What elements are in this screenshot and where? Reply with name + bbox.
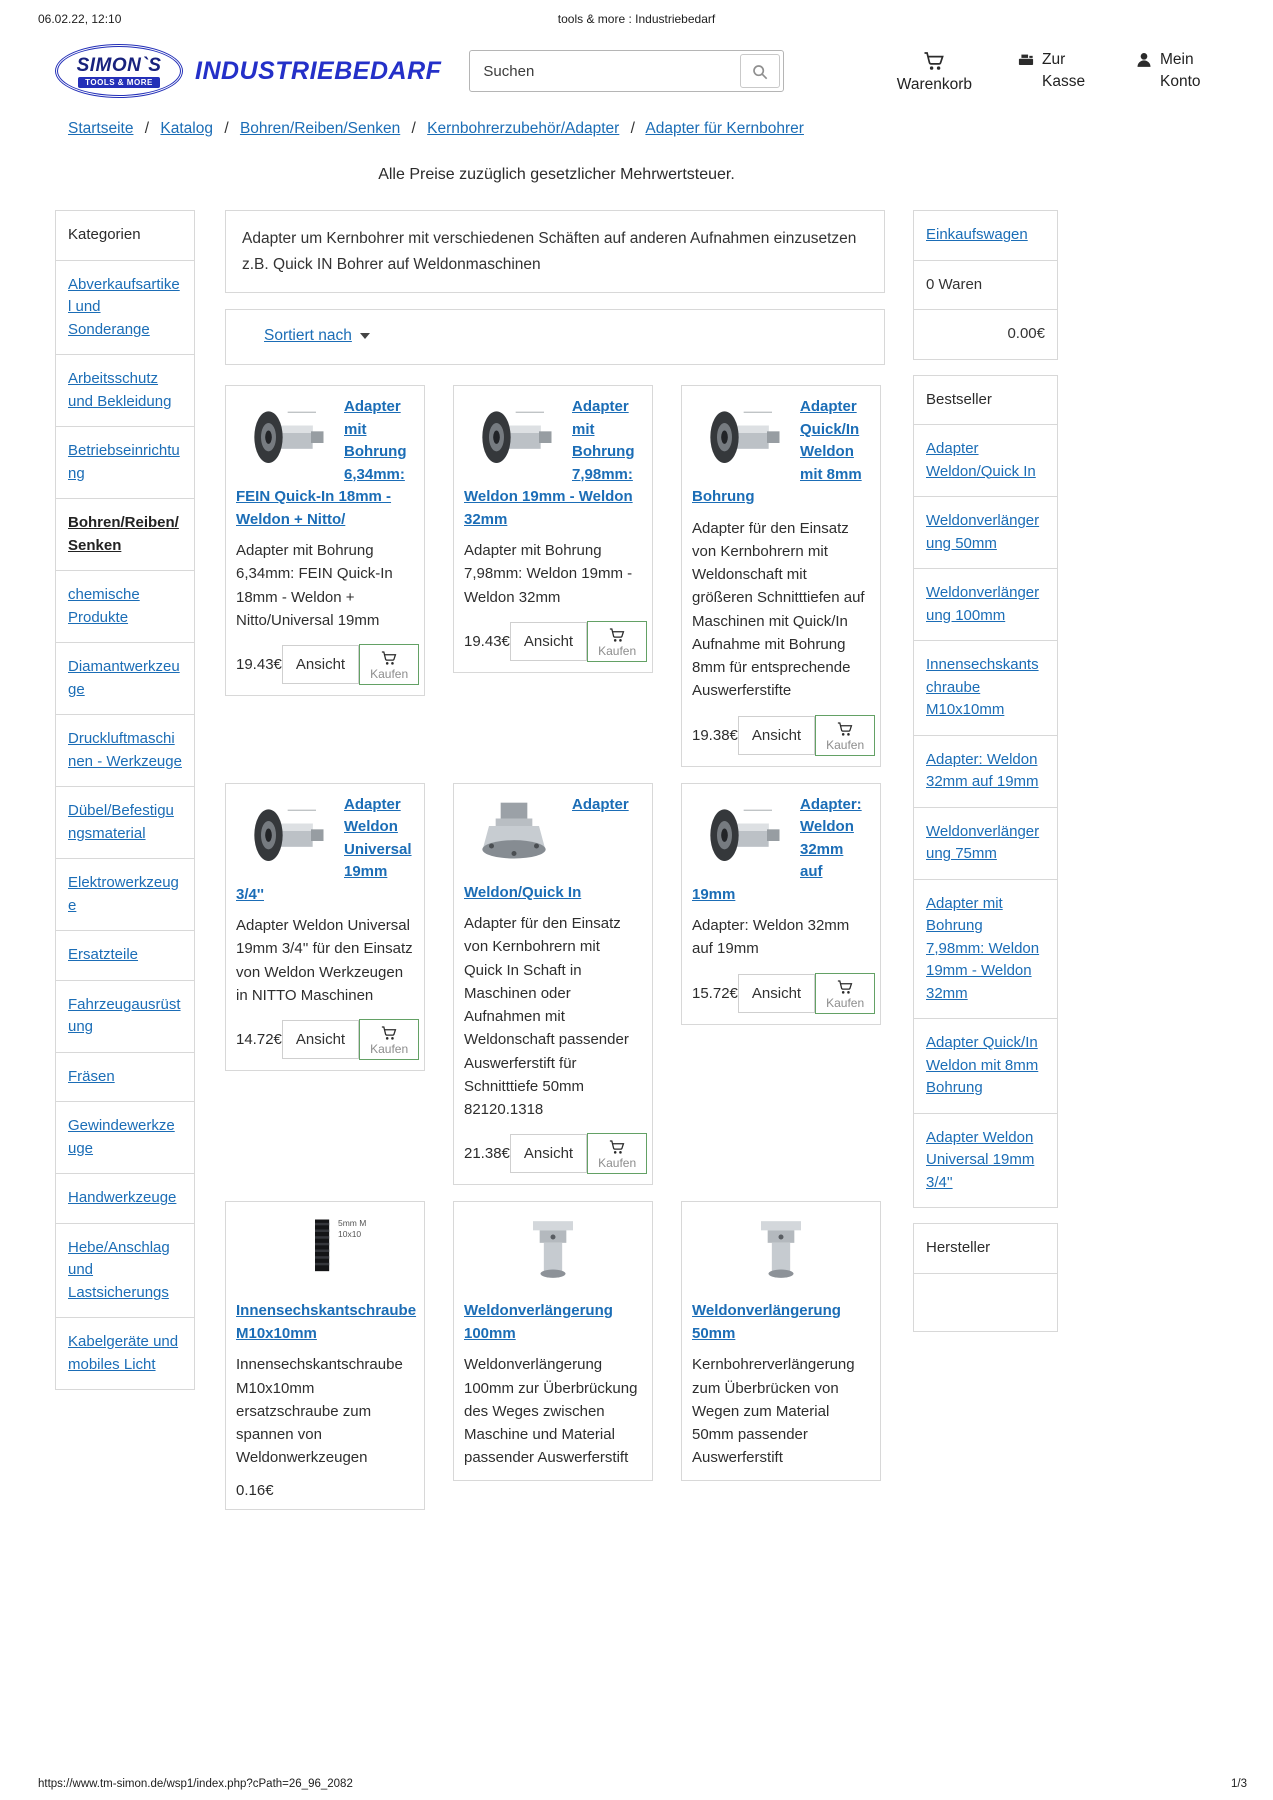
product-image xyxy=(731,1212,831,1292)
product-description: Adapter für den Einsatz von Kernbohrern mit Quick In Schaft in Maschinen oder Aufnahmen mit Weldonschaft passender Auswerferstift für Schnitttiefe 50mm 82120.1318 xyxy=(464,915,629,1119)
sidebar-item-abverkaufsartikel[interactable]: Abverkaufsartikel und Sonderange xyxy=(55,261,195,356)
search-input[interactable] xyxy=(473,54,740,88)
header-actions xyxy=(897,49,1218,94)
product-description: Adapter mit Bohrung 6,34mm: FEIN Quick-In 18mm - Weldon + Nitto/Universal 19mm xyxy=(236,542,393,629)
site-logo[interactable] xyxy=(55,44,441,98)
cart-total: 0.00€ xyxy=(913,310,1058,360)
product-title-link[interactable]: Adapter mit Bohrung 7,98mm: Weldon 19mm - Weldon 32mm xyxy=(464,398,635,528)
sidebar-item-elektrowerkzeuge[interactable]: Elektrowerkzeuge xyxy=(55,859,195,931)
user-icon xyxy=(1134,50,1154,70)
manufacturers-box xyxy=(913,1223,1058,1332)
bestseller-item[interactable]: Adapter Quick/In Weldon mit 8mm Bohrung xyxy=(913,1019,1058,1114)
view-button[interactable]: Ansicht xyxy=(738,716,815,755)
breadcrumb-separator: / xyxy=(144,120,150,137)
bestseller-box xyxy=(913,375,1058,1209)
sidebar-item-betriebseinrichtung[interactable]: Betriebseinrichtung xyxy=(55,427,195,499)
view-button[interactable]: Ansicht xyxy=(738,974,815,1013)
bestseller-item[interactable]: Innensechskantschraube M10x10mm xyxy=(913,641,1058,736)
print-url: https://www.tm-simon.de/wsp1/index.php?cPath=26_96_2082 xyxy=(38,1778,353,1790)
buy-button-label: Kaufen xyxy=(370,667,409,682)
breadcrumb-separator: / xyxy=(224,120,229,137)
sidebar-item-diamantwerkzeuge[interactable]: Diamantwerkzeuge xyxy=(55,643,195,715)
product-description: Adapter mit Bohrung 7,98mm: Weldon 19mm - Weldon 32mm xyxy=(464,542,633,606)
product-title-link[interactable]: Adapter Weldon Universal 19mm 3/4'' xyxy=(236,795,412,903)
account-label: Mein Konto xyxy=(1160,50,1201,90)
sidebar-item-fahrzeugausruestung[interactable]: Fahrzeugausrüstung xyxy=(55,981,195,1053)
sidebar-item-handwerkzeuge[interactable]: Handwerkzeuge xyxy=(55,1174,195,1224)
product-title-link[interactable]: Adapter mit Bohrung 6,34mm: FEIN Quick-In 18mm - Weldon + Nitto/ xyxy=(236,398,407,528)
product-price: 19.38€ xyxy=(692,726,738,744)
product-description: Adapter Weldon Universal 19mm 3/4'' für den Einsatz von Weldon Werkzeugen in NITTO Maschinen xyxy=(236,917,413,1004)
product-price: 19.43€ xyxy=(236,656,282,674)
product-price: 15.72€ xyxy=(692,984,738,1002)
breadcrumb-separator: / xyxy=(411,120,416,137)
buy-button[interactable] xyxy=(359,1019,419,1060)
product-price: 0.16€ xyxy=(236,1481,274,1499)
breadcrumb-link-kernbohrerzubehoer[interactable]: Kernbohrerzubehör/Adapter xyxy=(427,120,620,137)
cart-item-count: 0 Waren xyxy=(913,261,1058,311)
bestseller-item[interactable]: Adapter mit Bohrung 7,98mm: Weldon 19mm - Weldon 32mm xyxy=(913,880,1058,1020)
product-image xyxy=(503,1212,603,1292)
product-card xyxy=(225,385,425,696)
logo-oval xyxy=(55,44,183,98)
buy-button[interactable] xyxy=(587,1133,647,1174)
print-page-number: 1/3 xyxy=(1231,1778,1247,1790)
bestseller-item[interactable]: Weldonverlängerung 75mm xyxy=(913,808,1058,880)
product-price: 19.43€ xyxy=(464,632,510,650)
sidebar-item-bohren-reiben-senken[interactable]: Bohren/Reiben/Senken xyxy=(55,499,195,571)
logo-tagline: TOOLS & MORE xyxy=(78,77,160,88)
product-price: 21.38€ xyxy=(464,1145,510,1163)
breadcrumb-link-startseite[interactable]: Startseite xyxy=(68,120,134,137)
sidebar-item-kabelgeraete[interactable]: Kabelgeräte und mobiles Licht xyxy=(55,1318,195,1390)
product-image-wrap xyxy=(270,1212,380,1292)
product-description: Kernbohrerverlängerung zum Überbrücken von Wegen zum Material 50mm passender Auswerferstift xyxy=(692,1356,855,1467)
cart-icon xyxy=(379,649,399,667)
brand-name: INDUSTRIEBEDARF xyxy=(195,56,442,85)
product-card xyxy=(681,783,881,1025)
product-description: Adapter: Weldon 32mm auf 19mm xyxy=(692,917,850,958)
view-button[interactable]: Ansicht xyxy=(510,1134,587,1173)
product-image xyxy=(692,796,792,876)
breadcrumb-link-katalog[interactable]: Katalog xyxy=(160,120,213,137)
bestseller-item[interactable]: Adapter Weldon Universal 19mm 3/4'' xyxy=(913,1114,1058,1209)
breadcrumb-link-adapter[interactable]: Adapter für Kernbohrer xyxy=(645,120,804,137)
sidebar-item-druckluftmaschinen[interactable]: Druckluftmaschinen - Werkzeuge xyxy=(55,715,195,787)
cart-icon xyxy=(607,1138,627,1156)
logo-name: SIMON`S xyxy=(76,54,162,76)
sidebar-item-duebel-befestigung[interactable]: Dübel/Befestigungsmaterial xyxy=(55,787,195,859)
checkout-button[interactable] xyxy=(1016,49,1090,94)
product-card xyxy=(453,783,653,1186)
product-description: Innensechskantschraube M10x10mm ersatzschraube zum spannen von Weldonwerkzeugen xyxy=(236,1356,403,1467)
search-button[interactable] xyxy=(740,54,780,88)
buy-button-label: Kaufen xyxy=(598,1156,637,1171)
breadcrumb xyxy=(0,104,1273,138)
buy-button[interactable] xyxy=(815,973,875,1014)
view-button[interactable]: Ansicht xyxy=(282,1020,359,1059)
print-datetime: 06.02.22, 12:10 xyxy=(38,12,122,26)
product-card xyxy=(453,1201,653,1480)
product-card xyxy=(225,783,425,1072)
buy-button[interactable] xyxy=(587,621,647,662)
cart-icon xyxy=(835,720,855,738)
vat-notice: Alle Preise zuzüglich gesetzlicher Mehrwertsteuer. xyxy=(378,166,735,183)
product-description: Weldonverlängerung 100mm zur Überbrückung des Weges zwischen Maschine und Material passender Auswerferstift xyxy=(464,1356,638,1467)
print-footer xyxy=(38,1778,1247,1790)
product-grid xyxy=(225,385,885,1510)
product-image-label: 5mm M 10x10 xyxy=(338,1218,367,1240)
view-button[interactable]: Ansicht xyxy=(510,622,587,661)
checkout-label: Zur Kasse xyxy=(1042,50,1086,90)
print-header xyxy=(0,12,1273,26)
search-bar xyxy=(469,50,784,92)
buy-button[interactable] xyxy=(359,644,419,685)
product-image xyxy=(236,398,336,478)
product-image-wrap xyxy=(498,1212,608,1292)
product-card xyxy=(225,1201,425,1509)
cash-register-icon xyxy=(1016,50,1036,70)
view-button[interactable]: Ansicht xyxy=(282,645,359,684)
bestseller-item[interactable]: Weldonverlängerung 100mm xyxy=(913,569,1058,641)
right-sidebar xyxy=(913,210,1058,1347)
sidebar-item-hebe-anschlag[interactable]: Hebe/Anschlag und Lastsicherungs xyxy=(55,1224,195,1319)
cart-icon xyxy=(835,978,855,996)
buy-button-label: Kaufen xyxy=(826,737,865,752)
product-image xyxy=(236,796,336,876)
breadcrumb-separator: / xyxy=(630,120,635,137)
product-title-link[interactable]: Adapter Weldon/Quick In xyxy=(464,795,629,901)
manufacturers-title: Hersteller xyxy=(913,1223,1058,1274)
cart-summary-box xyxy=(913,210,1058,360)
bestseller-item[interactable]: Adapter: Weldon 32mm auf 19mm xyxy=(913,736,1058,808)
buy-button-label: Kaufen xyxy=(370,1042,409,1057)
cart-label: Warenkorb xyxy=(896,75,972,93)
content-layout xyxy=(0,210,1273,1510)
print-title: tools & more : Industriebedarf xyxy=(557,12,716,26)
main-content xyxy=(225,210,885,1510)
product-card xyxy=(681,385,881,767)
product-title-link[interactable]: Innensechskantschraube M10x10mm xyxy=(236,1302,417,1342)
product-title-link[interactable]: Adapter: Weldon 32mm auf 19mm xyxy=(692,795,862,903)
cart-summary-link-cell[interactable] xyxy=(913,210,1058,261)
product-card xyxy=(681,1201,881,1480)
cart-icon xyxy=(379,1024,399,1042)
sidebar-item-gewindewerkzeuge[interactable]: Gewindewerkzeuge xyxy=(55,1102,195,1174)
buy-button-label: Kaufen xyxy=(826,995,865,1010)
product-image xyxy=(464,796,564,876)
search-icon xyxy=(750,62,770,82)
sidebar-item-chemische-produkte[interactable]: chemische Produkte xyxy=(55,571,195,643)
bestseller-title: Bestseller xyxy=(913,375,1058,426)
product-title-link[interactable]: Weldonverlängerung 100mm xyxy=(464,1302,613,1342)
cart-summary-link[interactable]: Einkaufswagen xyxy=(926,226,1028,243)
cart-icon xyxy=(607,626,627,644)
account-button[interactable] xyxy=(1134,49,1208,94)
chevron-down-icon xyxy=(360,333,370,339)
product-description: Adapter für den Einsatz von Kernbohrern mit Weldonschaft mit größeren Schnitttiefen auf Maschinen mit Quick/In Aufnahme mit Bohrung 8mm für entsprechende Auswerferstifte xyxy=(692,519,865,700)
buy-button[interactable] xyxy=(815,715,875,756)
product-title-link[interactable]: Adapter Quick/In Weldon mit 8mm Bohrung xyxy=(692,398,862,506)
product-price: 14.72€ xyxy=(236,1031,282,1049)
category-description: Adapter um Kernbohrer mit verschiedenen Schäften auf anderen Aufnahmen einzusetzen z.B. Quick IN Bohrer auf Weldonmaschinen xyxy=(225,210,885,293)
categories-title: Kategorien xyxy=(55,210,195,261)
buy-button-label: Kaufen xyxy=(598,643,637,658)
breadcrumb-link-bohren[interactable]: Bohren/Reiben/Senken xyxy=(239,120,401,137)
product-image xyxy=(464,398,564,478)
bestseller-item[interactable]: Weldonverlängerung 50mm xyxy=(913,497,1058,569)
product-image xyxy=(692,398,792,478)
sidebar-item-fraesen[interactable]: Fräsen xyxy=(55,1053,195,1103)
manufacturers-list-placeholder xyxy=(913,1274,1058,1332)
bestseller-item[interactable]: Adapter Weldon/Quick In xyxy=(913,425,1058,497)
sidebar-item-ersatzteile[interactable]: Ersatzteile xyxy=(55,931,195,981)
cart-icon xyxy=(922,49,946,73)
sidebar-item-arbeitsschutz[interactable]: Arbeitsschutz und Bekleidung xyxy=(55,355,195,427)
product-card xyxy=(453,385,653,673)
cart-button[interactable] xyxy=(897,49,972,94)
categories-sidebar xyxy=(55,210,195,1390)
product-image-wrap xyxy=(726,1212,836,1292)
product-title-link[interactable]: Weldonverlängerung 50mm xyxy=(692,1302,841,1342)
sort-bar xyxy=(225,309,885,365)
sort-dropdown[interactable]: Sortiert nach xyxy=(264,327,352,345)
